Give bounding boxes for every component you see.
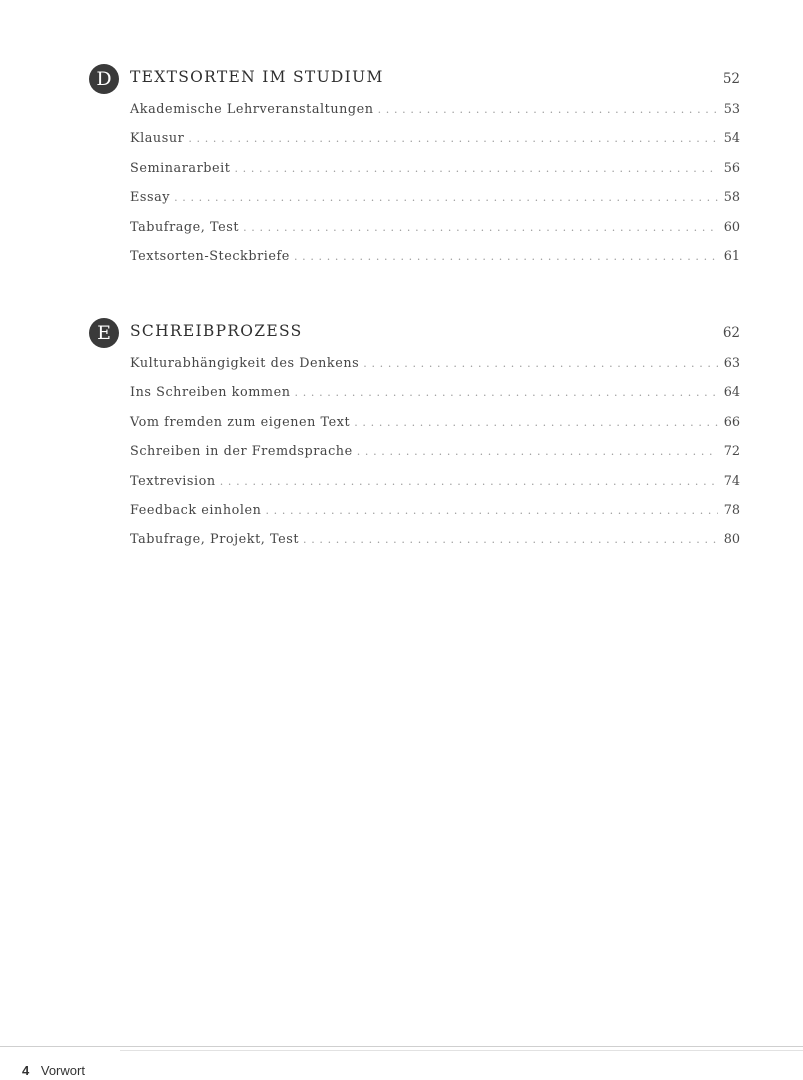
- toc-entry-page: 80: [723, 532, 740, 548]
- toc-section-d: [0, 62, 803, 264]
- toc-entry-page: 53: [723, 102, 740, 117]
- dot-leader: [243, 221, 718, 234]
- footer-divider: [0, 1046, 803, 1047]
- toc-entry-page: 61: [723, 248, 740, 264]
- footer-divider-secondary: [120, 1050, 803, 1051]
- dot-leader: [234, 162, 717, 175]
- toc-entry[interactable]: [130, 220, 740, 249]
- footer-page-number: 4: [22, 1063, 30, 1078]
- dot-leader: [303, 533, 718, 546]
- dot-leader: [188, 132, 717, 145]
- toc-entry-label: Tabufrage, Projekt, Test: [130, 532, 300, 548]
- toc-entry-page: 66: [723, 414, 740, 430]
- dot-leader: [357, 445, 718, 458]
- toc-entry-list: [130, 102, 740, 278]
- toc-entry[interactable]: [130, 131, 740, 160]
- toc-entry-label: Akademische Lehrveranstaltungen: [130, 102, 374, 117]
- toc-entry-label: Seminararbeit: [130, 160, 231, 176]
- toc-entry-label: Ins Schreiben kommen: [130, 385, 291, 401]
- section-header[interactable]: [0, 62, 803, 94]
- toc-entry-label: Tabufrage, Test: [130, 219, 240, 235]
- toc-entry[interactable]: [130, 356, 740, 385]
- toc-entry[interactable]: [130, 474, 740, 503]
- page-footer: [22, 1063, 85, 1078]
- section-title[interactable]: TEXTSORTEN IM STUDIUM: [130, 68, 384, 86]
- toc-entry-page: 74: [723, 473, 740, 489]
- footer-label: Vorwort: [40, 1063, 85, 1078]
- toc-entry-label: Feedback einholen: [130, 502, 262, 518]
- dot-leader: [174, 191, 718, 204]
- toc-entry-label: Textrevision: [130, 473, 216, 489]
- toc-entry[interactable]: [130, 161, 740, 190]
- section-page-number: 52: [722, 71, 740, 87]
- toc-entry-page: 63: [723, 356, 740, 371]
- toc-entry-label: Textsorten-Steckbriefe: [130, 248, 290, 264]
- toc-entry-page: 58: [723, 190, 740, 206]
- dot-leader: [363, 357, 717, 370]
- toc-entry-list: [130, 356, 740, 562]
- toc-entry[interactable]: [130, 503, 740, 532]
- dot-leader: [354, 416, 717, 429]
- dot-leader: [220, 475, 718, 488]
- toc-entry-page: 78: [723, 502, 740, 518]
- section-letter-badge: D: [89, 64, 119, 94]
- toc-entry[interactable]: [130, 532, 740, 561]
- toc-entry[interactable]: [130, 415, 740, 444]
- toc-entry-label: Vom fremden zum eigenen Text: [130, 414, 351, 430]
- toc-entry-label: Klausur: [130, 131, 185, 147]
- toc-entry[interactable]: [130, 190, 740, 219]
- toc-entry[interactable]: [130, 385, 740, 414]
- section-letter-badge: E: [89, 318, 119, 348]
- toc-entry-page: 72: [723, 444, 740, 460]
- dot-leader: [294, 250, 718, 263]
- toc-entry-label: Kulturabhängigkeit des Denkens: [130, 356, 360, 371]
- dot-leader: [295, 386, 718, 399]
- section-title[interactable]: SCHREIBPROZESS: [130, 322, 303, 340]
- toc-entry[interactable]: [130, 102, 740, 131]
- toc-section-e: [0, 316, 803, 548]
- toc-entry-page: 64: [723, 385, 740, 401]
- toc-entry[interactable]: [130, 249, 740, 278]
- dot-leader: [378, 103, 718, 116]
- dot-leader: [265, 504, 717, 517]
- toc-entry-page: 60: [723, 219, 740, 235]
- toc-entry-page: 56: [723, 160, 740, 176]
- section-page-number: 62: [722, 325, 740, 341]
- toc-entry-label: Essay: [130, 190, 171, 206]
- toc-entry-page: 54: [723, 131, 740, 147]
- toc-entry-label: Schreiben in der Fremdsprache: [130, 444, 353, 460]
- toc-entry[interactable]: [130, 444, 740, 473]
- section-header[interactable]: [0, 316, 803, 348]
